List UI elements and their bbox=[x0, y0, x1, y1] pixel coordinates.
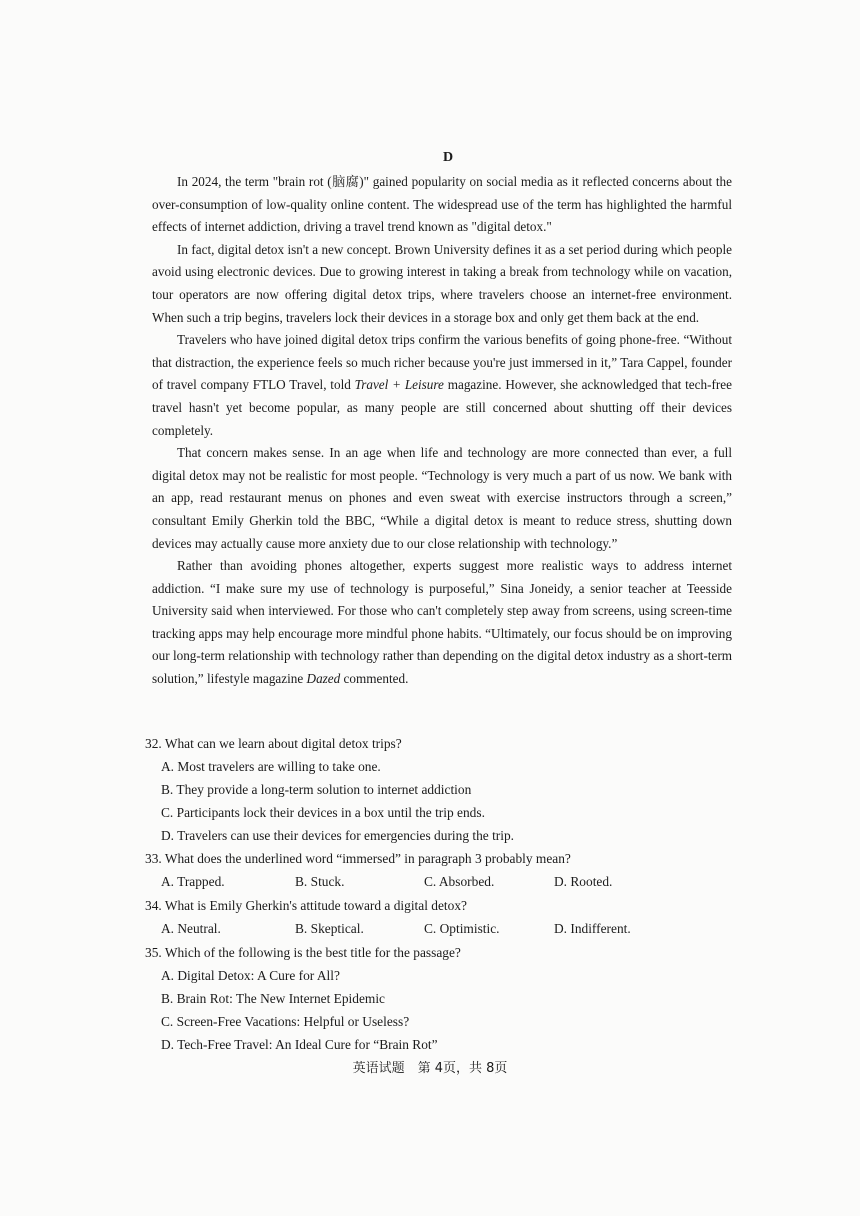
option-b: B. Skeptical. bbox=[295, 921, 364, 936]
paragraph-5-text-end: commented. bbox=[340, 671, 409, 687]
option-d: D. Travelers can use their devices for emergencies during the trip. bbox=[161, 828, 515, 843]
options-row bbox=[145, 917, 745, 941]
paragraph-3-text-start: Travelers who have joined digital detox trips confirm the various benefits of going phone-free. “Without that distraction, the experience feels so much richer because you're just immersed in it,” Tara Cappel, founder of travel company FTLO Travel, told bbox=[152, 332, 732, 393]
question-33 bbox=[145, 847, 745, 894]
question-list bbox=[145, 732, 745, 1056]
option-c: C. Optimistic. bbox=[424, 921, 500, 936]
options-row bbox=[145, 870, 745, 894]
paragraph-3-text-end: magazine. However, she acknowledged that tech-free travel hasn't yet become popular, as many people are still concerned about shutting off their devices completely. bbox=[152, 377, 732, 438]
option-b: B. They provide a long-term solution to internet addiction bbox=[161, 782, 472, 797]
question-34 bbox=[145, 894, 745, 941]
paragraph-3-magazine-title: Travel + Leisure bbox=[354, 377, 444, 393]
page-footer: 英语试题 第 4页，共 8页 bbox=[352, 1061, 508, 1076]
option-a: A. Neutral. bbox=[161, 921, 221, 936]
option-b: B. Stuck. bbox=[295, 874, 345, 889]
section-heading: D bbox=[442, 150, 454, 165]
option-a: A. Most travelers are willing to take one. bbox=[161, 759, 381, 774]
option-d: D. Tech-Free Travel: An Ideal Cure for “Brain Rot” bbox=[161, 1037, 438, 1052]
question-stem: 33. What does the underlined word “immersed” in paragraph 3 probably mean? bbox=[145, 851, 571, 866]
option-c: C. Participants lock their devices in a box until the trip ends. bbox=[161, 805, 485, 820]
question-stem: 35. Which of the following is the best title for the passage? bbox=[145, 945, 461, 960]
paragraph-4: That concern makes sense. In an age when life and technology are more connected than ever, a full digital detox may not be realistic for most people. “Technology is very much a part of us now. We bank with an app, read restaurant menus on phones and even sweat with exercise instructors through a screen,” consultant Emily Gherkin told the BBC, “While a digital detox is meant to reduce stress, shutting down devices may actually cause more anxiety due to our close relationship with technology.” bbox=[152, 445, 732, 551]
question-32 bbox=[145, 732, 745, 847]
reading-passage bbox=[152, 171, 732, 691]
option-d: D. Rooted. bbox=[554, 874, 613, 889]
option-a: A. Digital Detox: A Cure for All? bbox=[161, 968, 340, 983]
paragraph-5 bbox=[152, 555, 732, 691]
paragraph-1: In 2024, the term "brain rot (脑腐)" gained popularity on social media as it reflected concerns about the over-consumption of low-quality online content. The widespread use of the term has highlighted the harmful effects of internet addiction, driving a travel trend known as "digital detox." bbox=[152, 174, 732, 235]
option-b: B. Brain Rot: The New Internet Epidemic bbox=[161, 991, 385, 1006]
paragraph-5-magazine-title: Dazed bbox=[306, 671, 341, 687]
option-a: A. Trapped. bbox=[161, 874, 225, 889]
question-stem: 34. What is Emily Gherkin's attitude toward a digital detox? bbox=[145, 898, 467, 913]
paragraph-5-text-start: Rather than avoiding phones altogether, experts suggest more realistic ways to address internet addiction. “I make sure my use of technology is purposeful,” Sina Joneidy, a senior teacher at Teesside University said when interviewed. For those who can't completely step away from screens, using screen-time tracking apps may help encourage more mindful phone habits. “Ultimately, our focus should be on improving our long-term relationship with technology rather than depending on the digital detox industry as a short-term solution,” lifestyle magazine bbox=[152, 558, 732, 687]
paragraph-2: In fact, digital detox isn't a new concept. Brown University defines it as a set period during which people avoid using electronic devices. Due to growing interest in taking a break from technology while on vacation, tour operators are now offering digital detox trips, where travelers choose an internet-free environment. When such a trip begins, travelers lock their devices in a storage box and only get them back at the end. bbox=[152, 241, 732, 325]
option-c: C. Absorbed. bbox=[424, 874, 495, 889]
option-d: D. Indifferent. bbox=[554, 921, 631, 936]
question-stem: 32. What can we learn about digital detox trips? bbox=[145, 736, 402, 751]
question-35 bbox=[145, 941, 745, 1056]
paragraph-3 bbox=[152, 329, 732, 442]
option-c: C. Screen-Free Vacations: Helpful or Useless? bbox=[161, 1014, 410, 1029]
